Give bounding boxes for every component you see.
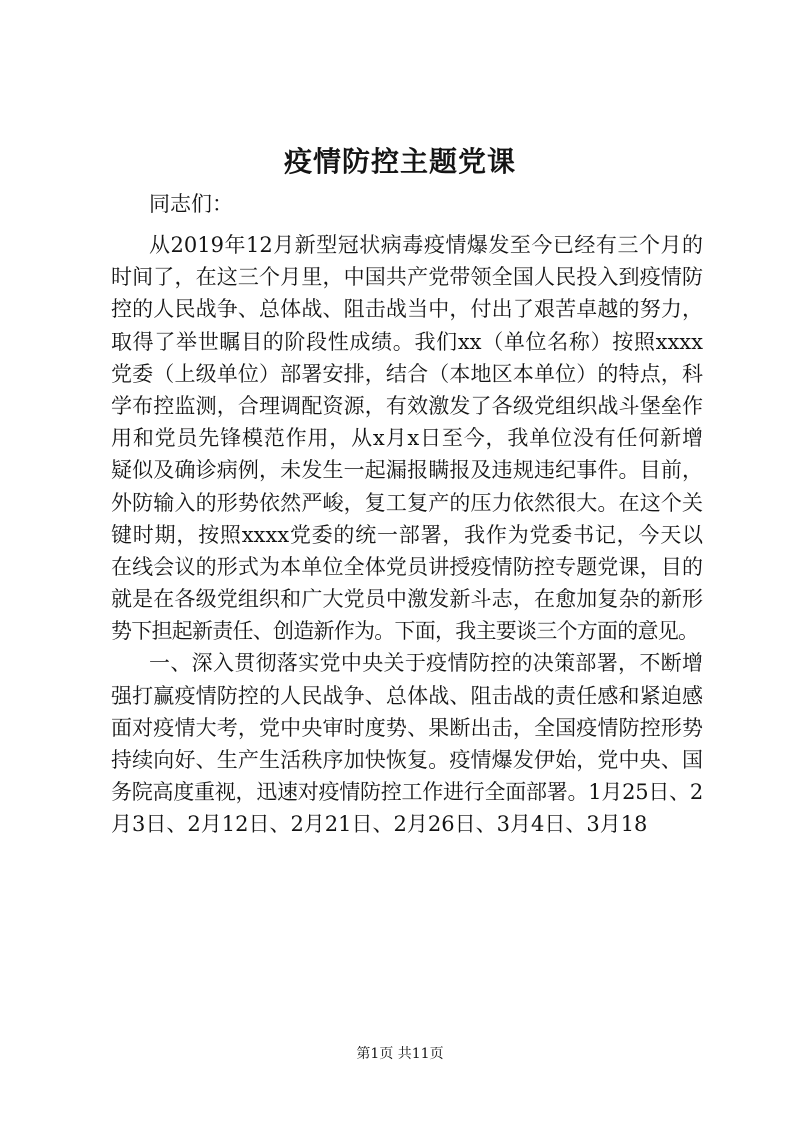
text-line: 强打赢疫情防控的人民战争、总体战、阻击战的责任感和紧迫感 [111, 683, 703, 708]
text-line: 外防输入的形势依然严峻，复工复产的压力依然很大。在这个关 [111, 490, 703, 515]
text-line: 疑似及确诊病例，未发生一起漏报瞒报及违规违纪事件。目前， [111, 458, 703, 483]
text-line: 取得了举世瞩目的阶段性成绩。我们xx（单位名称）按照xxxx [111, 329, 703, 354]
document-title: 疫情防控主题党课 [283, 145, 516, 178]
page-footer: 第1页 共11页 [356, 1046, 444, 1062]
text-line: 键时期，按照xxxx党委的统一部署，我作为党委书记，今天以 [111, 522, 703, 547]
text-line: 月3日、2月12日、2月21日、2月26日、3月4日、3月18 [111, 812, 648, 837]
text-line: 学布控监测，合理调配资源，有效激发了各级党组织战斗堡垒作 [111, 393, 703, 418]
text-line: 一、深入贯彻落实党中央关于疫情防控的决策部署，不断增 [149, 651, 703, 676]
text-line: 从2019年12月新型冠状病毒疫情爆发至今已经有三个月的 [149, 233, 703, 257]
text-line: 务院高度重视，迅速对疫情防控工作进行全面部署。1月25日、2 [111, 780, 703, 805]
text-line: 在线会议的形式为本单位全体党员讲授疫情防控专题党课，目的 [111, 554, 703, 579]
text-line: 党委（上级单位）部署安排，结合（本地区本单位）的特点，科 [111, 361, 703, 386]
text-line: 势下担起新责任、创造新作为。下面，我主要谈三个方面的意见。 [111, 619, 699, 644]
text-line: 用和党员先锋模范作用，从x月x日至今，我单位没有任何新增 [111, 426, 703, 451]
paragraph [111, 647, 703, 840]
greeting: 同志们： [149, 192, 233, 216]
text-line: 持续向好、生产生活秩序加快恢复。疫情爆发伊始，党中央、国 [111, 748, 703, 772]
paragraph [111, 229, 703, 647]
text-line: 就是在各级党组织和广大党员中激发新斗志，在愈加复杂的新形 [111, 587, 703, 612]
document-body [111, 229, 703, 841]
text-line: 时间了，在这三个月里，中国共产党带领全国人民投入到疫情防 [111, 265, 703, 290]
text-line: 面对疫情大考，党中央审时度势、果断出击，全国疫情防控形势 [111, 715, 703, 740]
text-line: 控的人民战争、总体战、阻击战当中，付出了艰苦卓越的努力， [111, 297, 703, 322]
